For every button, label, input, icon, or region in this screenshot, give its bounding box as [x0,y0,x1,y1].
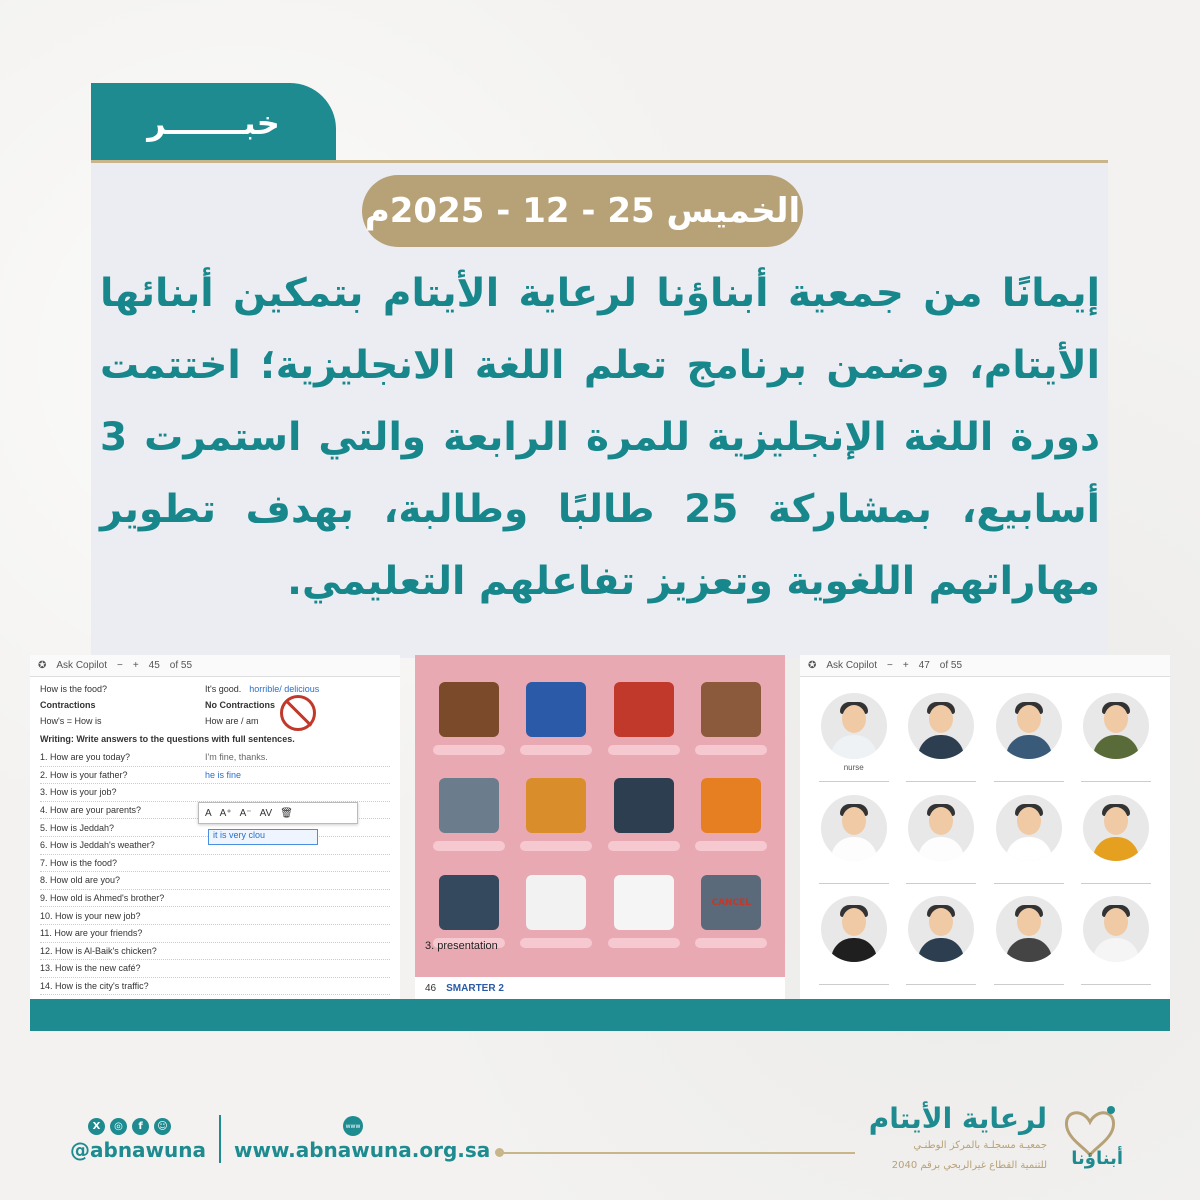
vocab-item [688,670,776,767]
book-page: 46 [425,982,437,994]
vocab-item [688,863,776,960]
website-link[interactable]: www.abnawuna.org.sa [234,1138,491,1162]
book-brand: SMARTER 2 [446,982,504,994]
news-tab-label: خبـــــــر [147,104,280,142]
avatar-head [1017,807,1041,835]
answer-line [1081,883,1151,884]
answer-smear [433,745,505,755]
footer [0,1100,1200,1200]
answer-field[interactable]: I'm fine, thanks. [205,752,268,763]
table-icon [439,682,499,737]
answer-line [994,883,1064,884]
answer-line [906,984,976,985]
delete-icon[interactable]: 🗑 [280,807,293,819]
question-text: 14. How is the city's traffic? [40,981,149,992]
job-item [1073,787,1161,889]
question-row [40,943,390,961]
vocab-item [513,670,601,767]
running-man-icon [614,778,674,833]
screen-presentation-icon [439,875,499,930]
answer-smear [433,841,505,851]
question-text: 13. How is the new café? [40,963,141,974]
answer-smear [608,938,680,948]
question-text: 12. How is Al-Baik's chicken? [40,945,157,956]
job-label[interactable]: nurse [843,763,864,772]
social-handle[interactable]: @abnawuna [70,1138,206,1162]
job-item [810,685,898,787]
document-icon [526,875,586,930]
contraction-example: How's = How is [40,716,102,726]
meeting-icon [526,778,586,833]
question-row [40,890,390,908]
avatar-body [918,735,964,759]
woman-avatar [908,896,974,962]
book-footer [415,977,785,999]
avatar-head [1104,908,1128,936]
avatar-head [842,705,866,733]
answer-smear [608,745,680,755]
jobs-photo [800,655,1170,999]
vocab-item [425,670,513,767]
phone-cancel-icon: CANCEL [701,875,761,930]
avatar-head [1104,705,1128,733]
x-icon[interactable]: X [88,1118,105,1135]
clipboard-icon [614,875,674,930]
job-item [1073,888,1161,990]
worksheet-photo [30,655,400,999]
businessman-icon [526,682,586,737]
answer-field[interactable]: he is fine [205,769,242,780]
copilot-label: Ask Copilot [56,660,107,671]
no-sign-icon [280,695,316,731]
answer-line [819,984,889,985]
soldiers-avatar [1083,693,1149,759]
job-item [985,888,1073,990]
copilot-icon: ✪ [38,660,47,671]
avatar-head [842,807,866,835]
job-item [985,787,1073,889]
example-question: How is the food? [40,684,108,694]
question-text: 2. How is your father? [40,769,128,780]
page-total: of 55 [169,660,193,671]
question-row [40,925,390,943]
question-row [40,767,390,785]
chef-avatar [996,795,1062,861]
page-total: of 55 [939,660,963,671]
example-tag: horrible/ delicious [249,684,320,694]
avatar-body [918,938,964,962]
footer-divider [219,1115,221,1163]
question-text: 7. How is the food? [40,857,118,868]
vocab-item [425,767,513,864]
org-logo [868,1100,1125,1190]
globe-icon: www [343,1116,363,1136]
judge-avatar [821,896,887,962]
job-item [985,685,1073,787]
businessman-avatar [908,693,974,759]
question-row [40,855,390,873]
avatar-body [1093,837,1139,861]
question-row [40,872,390,890]
contractions-heading: Contractions [40,700,96,710]
job-item [898,685,986,787]
no-contraction-example: How are / am [205,716,259,726]
pdf-toolbar [30,655,400,677]
answer-smear [695,745,767,755]
question-text: 8. How old are you? [40,875,121,886]
avatar-body [1006,735,1052,759]
spacing-icon[interactable]: AV [259,807,273,819]
copilot-label: Ask Copilot [826,660,877,671]
avatar-body [831,938,877,962]
vocab-item [600,863,688,960]
no-contractions-heading: No Contractions [205,700,276,710]
question-text: 6. How is Jeddah's weather? [40,840,155,851]
job-item [810,787,898,889]
desk-icon [701,682,761,737]
answer-line [1081,984,1151,985]
workers-avatar [1083,795,1149,861]
minus-icon: − [116,660,123,671]
vocabulary-photo [415,655,785,999]
photo-strip [30,655,1170,999]
avatar-body [1006,938,1052,962]
nurse-avatar [821,693,887,759]
question-text: 4. How are your parents? [40,805,142,816]
avatar-head [1104,807,1128,835]
date-badge: الخميس 25 - 12 - 2025م [362,175,803,247]
photo-bottom-bar [30,999,1170,1031]
font-size-down-icon[interactable]: A⁻ [239,807,252,819]
vocab-item [688,767,776,864]
avatar-body [831,735,877,759]
avatar-body [1093,735,1139,759]
avatar-head [1017,908,1041,936]
answer-smear [695,841,767,851]
avatar-head [1017,705,1041,733]
question-row [40,978,390,996]
page-number: 47 [918,660,930,671]
instagram-icon[interactable]: ◎ [110,1118,127,1135]
pilot-avatar [996,693,1062,759]
avatar-body [1093,938,1139,962]
minus-icon: − [886,660,893,671]
man-avatar [996,896,1062,962]
question-row [40,784,390,802]
org-title: لرعاية الأيتام [868,1102,1047,1135]
gold-line [500,1152,855,1154]
answer-line [819,781,889,782]
question-text: 11. How are your friends? [40,928,143,939]
answer-line [1081,781,1151,782]
answer-line [994,781,1064,782]
worksheet-content [30,677,400,999]
vocab-item [513,863,601,960]
question-text: 5. How is Jeddah? [40,822,115,833]
question-row [40,749,390,767]
snapchat-icon[interactable]: ☺ [154,1118,171,1135]
job-item [1073,685,1161,787]
social-icons [88,1118,171,1135]
facebook-icon[interactable]: f [132,1118,149,1135]
text-edit-box[interactable]: it is very clou [208,829,318,845]
answer-smear [695,938,767,948]
news-body: إيمانًا من جمعية أبناؤنا لرعاية الأيتام بتمكين أبنائها الأيتام، وضمن برنامج تعلم اللغة الانجليزية؛ اختتمت دورة اللغة الإنجليزية للمرة الرابعة والتي استمرت 3 أسابيع، بمشاركة 25 طالبًا وطالبة، بهدف تطوير مهاراتهم اللغوية وتعزيز تفاعلهم التعليمي. [100,271,1100,604]
question-row [40,907,390,925]
org-name-word: أبناؤنا [1071,1148,1123,1169]
answer-line [994,984,1064,985]
jobs-grid [810,685,1160,990]
question-text: 9. How old is Ahmed's brother? [40,893,165,904]
question-row [40,960,390,978]
writing-instruction: Writing: Write answers to the questions with full sentences. [40,734,295,744]
answer-smear [520,841,592,851]
avatar-body [1006,837,1052,861]
vocab-label: 3. presentation [425,940,498,952]
doctor-avatar [908,795,974,861]
plus-icon: + [902,660,909,671]
baker-avatar [1083,896,1149,962]
captain-avatar [821,795,887,861]
answer-smear [520,745,592,755]
vocab-item [513,767,601,864]
avatar-body [831,837,877,861]
copilot-icon: ✪ [808,660,817,671]
avatar-head [842,908,866,936]
edit-toolbar[interactable] [198,802,358,824]
question-text: 1. How are you today? [40,752,131,763]
vocabulary-grid [425,670,775,960]
avatar-head [929,908,953,936]
text-color-icon[interactable]: A [205,807,212,819]
projector-icon [439,778,499,833]
vocab-item [600,767,688,864]
vocab-item [600,670,688,767]
news-tab [91,83,336,163]
marker-icon [614,682,674,737]
org-registration: جمعيـة مسجلـة بالمركز الوطنـي [913,1140,1047,1151]
org-registration-number: للتنمية القطاع غيرالربحي برقم 2040 [891,1160,1047,1171]
job-item [898,888,986,990]
avatar-head [929,807,953,835]
answer-line [906,883,976,884]
pdf-toolbar-2 [800,655,1170,677]
answer-smear [520,938,592,948]
avatar-body [918,837,964,861]
question-text: 3. How is your job? [40,787,117,798]
question-text: 10. How is your new job? [40,910,141,921]
avatar-head [929,705,953,733]
example-answer: It's good. [205,684,242,694]
question-list [40,749,390,995]
job-item [810,888,898,990]
font-size-up-icon[interactable]: A⁺ [219,807,232,819]
page-number: 45 [148,660,160,671]
answer-smear [608,841,680,851]
job-item [898,787,986,889]
answer-line [819,883,889,884]
student-icon [701,778,761,833]
plus-icon: + [132,660,139,671]
answer-line [906,781,976,782]
